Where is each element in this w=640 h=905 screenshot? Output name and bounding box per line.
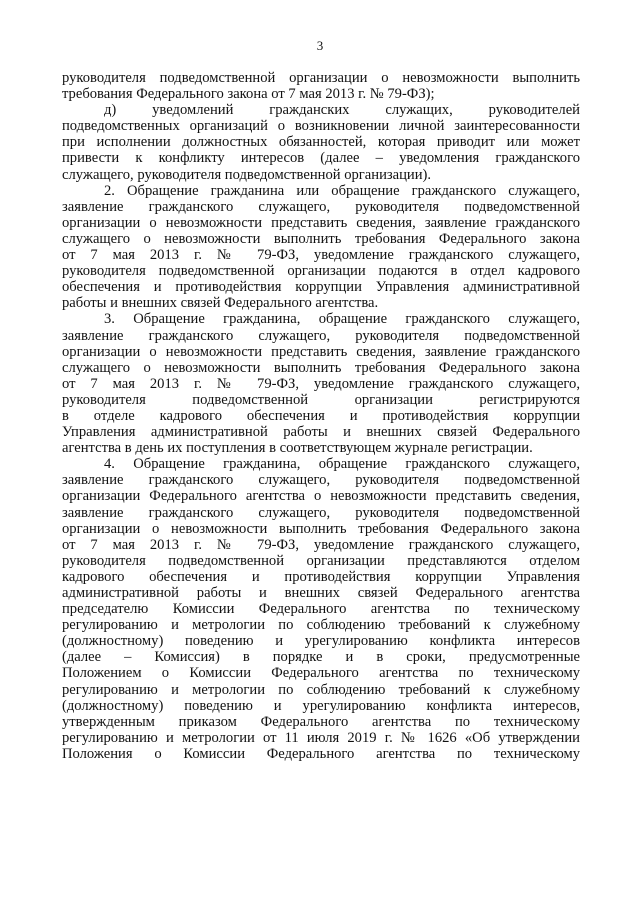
text-line: 4. Обращение гражданина, обращение гражданского служащего,: [104, 456, 580, 473]
text-line: требования Федерального закона от 7 мая 2013 г. № 79-ФЗ);: [62, 86, 435, 103]
text-line: 3. Обращение гражданина, обращение гражданского служащего,: [104, 311, 580, 328]
text-line: от 7 мая 2013 г. № 79-ФЗ, уведомление гражданского служащего,: [62, 375, 580, 392]
text-line: организации Федерального агентства о невозможности представить сведения,: [62, 488, 580, 505]
text-line: служащего, руководителя подведомственной организации).: [62, 166, 432, 183]
text-line: в отделе кадрового обеспечения и противодействия коррупции: [62, 407, 580, 424]
text-line: привести к конфликту интересов (далее – уведомления гражданского: [62, 150, 580, 167]
text-line: регулированию и метрологии по соблюдению требований к служебному: [62, 617, 580, 634]
text-line: заявление гражданского служащего, руководителя подведомственной: [62, 504, 580, 521]
text-line: от 7 мая 2013 г. № 79-ФЗ, уведомление гражданского служащего,: [62, 536, 580, 553]
text-line: агентства в день их поступления в соответствующем журнале регистрации.: [62, 440, 533, 457]
text-line: обеспечения и противодействия коррупции Управления административной: [62, 279, 580, 296]
text-line: руководителя подведомственной организации о невозможности выполнить: [62, 70, 580, 86]
text-line: административной работы и внешних связей Федерального агентства: [62, 585, 580, 601]
text-line: д) уведомлений гражданских служащих, руководителей: [104, 102, 580, 119]
text-line: председателю Комиссии Федерального агентства по техническому: [62, 601, 580, 618]
text-line: 2. Обращение гражданина или обращение гражданского служащего,: [104, 182, 580, 199]
text-line: Положения о Комиссии Федерального агентства по техническому: [62, 745, 580, 762]
text-line: организации о невозможности выполнить требования Федерального закона: [62, 520, 580, 537]
text-line: служащего о невозможности выполнить требования Федерального закона: [62, 359, 580, 376]
text-line: заявление гражданского служащего, руководителя подведомственной: [62, 327, 580, 344]
text-line: при исполнении должностных обязанностей, которая приводит или может: [62, 134, 580, 151]
text-line: (должностному) поведению и урегулированию конфликта интересов: [62, 633, 580, 650]
text-line: Управления административной работы и внешних связей Федерального: [62, 424, 580, 441]
text-line: утвержденным приказом Федерального агентства по техническому: [62, 713, 580, 730]
text-line: Положением о Комиссии Федерального агентства по техническому: [62, 665, 580, 682]
text-line: руководителя подведомственной организации регистрируются: [62, 391, 580, 408]
page-number: 3: [316, 38, 324, 53]
text-line: руководителя подведомственной организации подаются в отдел кадрового: [62, 263, 580, 280]
text-line: руководителя подведомственной организации представляются отделом: [62, 552, 580, 569]
text-line: организации о невозможности представить сведения, заявление гражданского: [62, 343, 580, 360]
document-body: [62, 70, 580, 762]
text-line: организации о невозможности представить сведения, заявление гражданского: [62, 214, 580, 231]
text-line: работы и внешних связей Федерального агентства.: [62, 295, 379, 312]
text-line: кадрового обеспечения и противодействия коррупции Управления: [62, 568, 580, 585]
text-line: заявление гражданского служащего, руководителя подведомственной: [62, 198, 580, 215]
text-line: подведомственных организаций о возникновении личной заинтересованности: [62, 118, 580, 135]
text-line: от 7 мая 2013 г. № 79-ФЗ, уведомление гражданского служащего,: [62, 247, 580, 264]
text-line: служащего о невозможности выполнить требования Федерального закона: [62, 230, 580, 247]
text-line: заявление гражданского служащего, руководителя подведомственной: [62, 472, 580, 489]
text-line: регулированию и метрологии по соблюдению требований к служебному: [62, 681, 580, 698]
text-line: (далее – Комиссия) в порядке и в сроки, предусмотренные: [62, 649, 580, 666]
text-line: регулированию и метрологии от 11 июля 2019 г. № 1626 «Об утверждении: [62, 729, 580, 746]
text-line: (должностному) поведению и урегулированию конфликта интересов,: [62, 697, 580, 714]
